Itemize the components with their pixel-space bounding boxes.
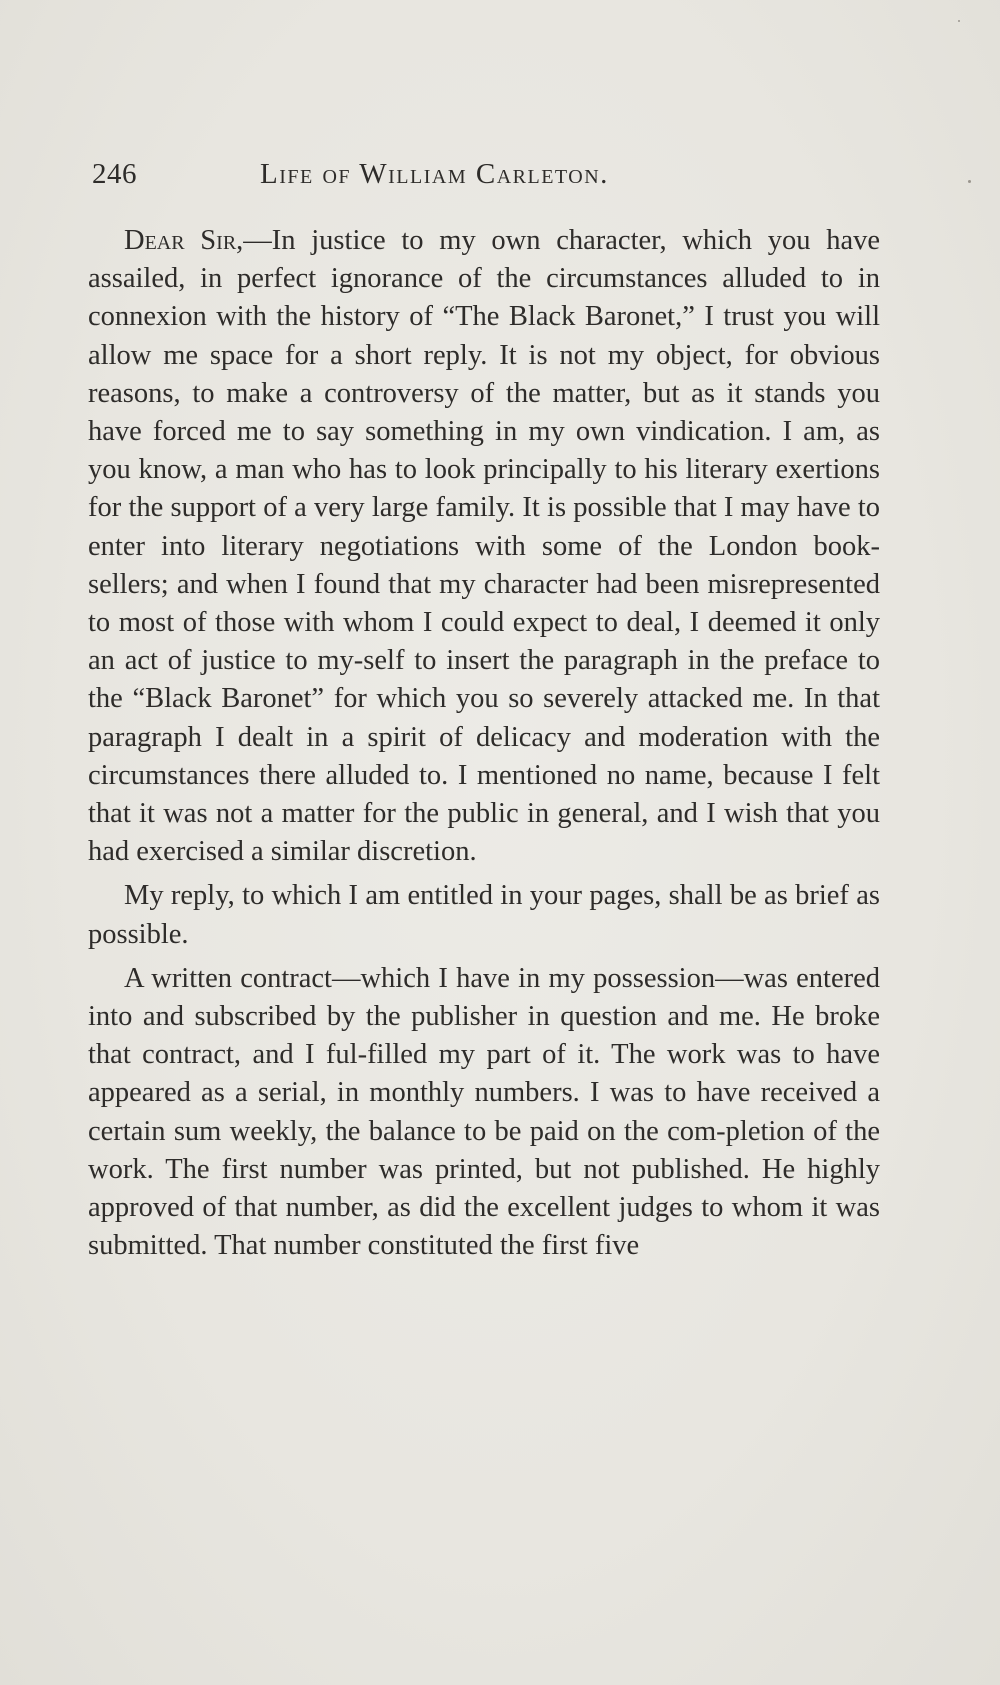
paragraph-1 bbox=[88, 222, 880, 871]
paragraph-2: My reply, to which I am entitled in your pages, shall be as brief as possible. bbox=[88, 880, 880, 950]
running-title: Life of William Carleton. bbox=[260, 158, 609, 190]
letter-body bbox=[88, 222, 880, 1271]
page-number: 246 bbox=[92, 158, 137, 190]
paragraph-3: A written contract—which I have in my possession—was entered into and subscribed by the publisher in question and me. He broke that contract, and I ful-filled my part of it. The work was to have appeared as a serial, in monthly numbers. I was to have received a certain sum weekly, the balance to be paid on the com-pletion of the work. The first number was printed, but not published. He highly approved of that number, as did the excellent judges to whom it was submitted. That number constituted the first five bbox=[88, 962, 880, 1262]
paper-speck bbox=[958, 20, 960, 22]
paragraph-1-text: —In justice to my own character, which you have assailed, in perfect ignorance of the circumstances alluded to in connexion with the history of “The Black Baronet,” I trust you will allow me space for a short reply. It is not my object, for obvious reasons, to make a controversy of the matter, but as it stands you have forced me to say something in my own vindication. I am, as you know, a man who has to look principally to his literary exertions for the support of a very large family. It is possible that I may have to enter into literary negotiations with some of the London book-sellers; and when I found that my character had been misrepresented to most of those with whom I could expect to deal, I deemed it only an act of justice to my-self to insert the paragraph in the preface to the “Black Baronet” for which you so severely attacked me. In that paragraph I dealt in a spirit of delicacy and moderation with the circumstances there alluded to. I mentioned no name, because I felt that it was not a matter for the public in general, and I wish that you had exercised a similar discretion. bbox=[88, 225, 881, 868]
running-head bbox=[92, 158, 722, 198]
paper-speck bbox=[968, 180, 971, 183]
salutation: Dear Sir, bbox=[124, 225, 244, 256]
